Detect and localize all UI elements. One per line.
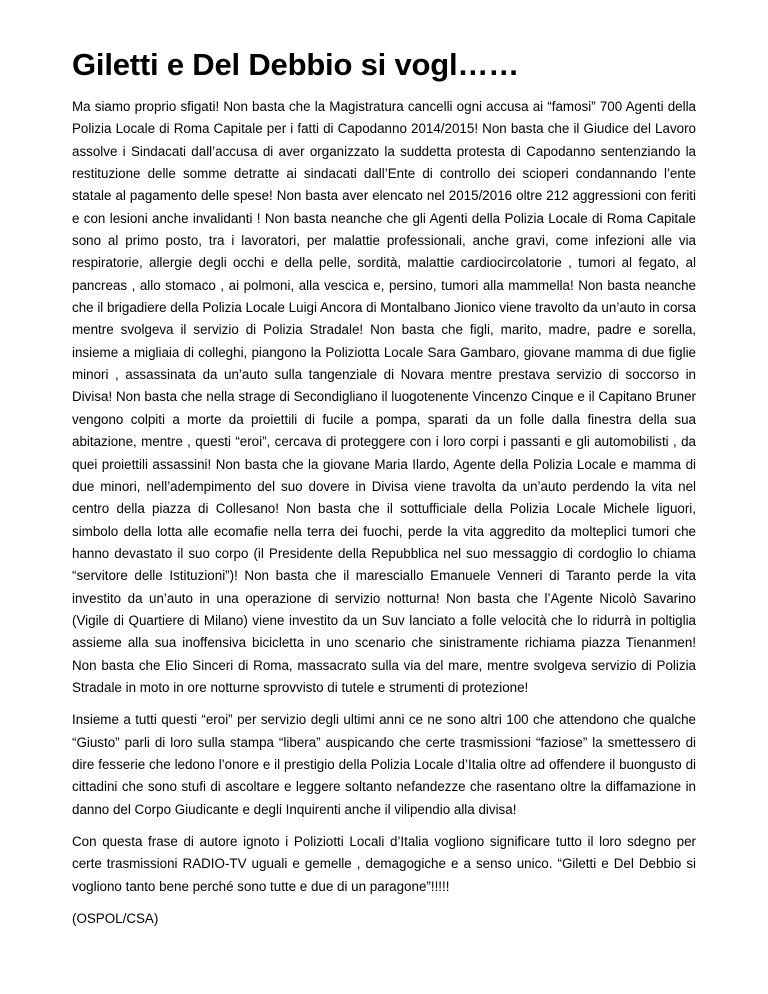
paragraph-2: Insieme a tutti questi “eroi” per servizio degli ultimi anni ce ne sono altri 100 che attendono che qualche “Giusto” parli di loro sulla stampa “libera” auspicando che certe trasmissioni “faziose” la smettessero di dire fesserie che ledono l’onore e il prestigio della Polizia Locale d’Italia oltre ad offendere il buongusto di cittadini che sono stufi di ascoltare e leggere soltanto nefandezze che rasentano oltre la diffamazione in danno del Corpo Giudicante e degli Inquirenti anche il vilipendio alla divisa! [72,712,696,817]
signature: (OSPOL/CSA) [72,911,159,927]
paragraph-3: Con questa frase di autore ignoto i Poliziotti Locali d’Italia vogliono significare tutto il loro sdegno per certe trasmissioni RADIO-TV uguali e gemelle , demagogiche e a senso unico. “Giletti e Del Debbio si vogliono tanto bene perché sono tutte e due di un paragone”!!!!! [72,834,696,894]
document-page [72,46,696,930]
document-title: Giletti e Del Debbio si vogl…… [72,47,520,82]
paragraph-1: Ma siamo proprio sfigati! Non basta che la Magistratura cancelli ogni accusa ai “famosi” 700 Agenti della Polizia Locale di Roma Capitale per i fatti di Capodanno 2014/2015! Non basta che il Giudice del Lavoro assolve i Sindacati dall’accusa di aver organizzato la suddetta protesta di Capodanno sentenziando la restituzione delle somme detratte ai sindacati dall’Ente di controllo dei scioperi condannando l’ente statale al pagamento delle spese! Non basta aver elencato nel 2015/2016 oltre 212 aggressioni con feriti e con lesioni anche invalidanti ! Non basta neanche che gli Agenti della Polizia Locale di Roma Capitale sono al primo posto, tra i lavoratori, per malattie professionali, anche gravi, come infezioni alle via respiratorie, allergie degli occhi e della pelle, sordità, malattie cardiocircolatorie , tumori al fegato, al pancreas , allo stomaco , ai polmoni, alla vescica e, persino, tumori alla mammella! Non basta neanche che il brigadiere della Polizia Locale Luigi Ancora di Montalbano Jionico viene travolto da un’auto in corsa mentre svolgeva il servizio di Polizia Stradale! Non basta che figli, marito, madre, padre e sorella, insieme a migliaia di colleghi, piangono la Poliziotta Locale Sara Gambaro, giovane mamma di due figlie minori , assassinata da un’auto sulla tangenziale di Novara mentre prestava servizio di soccorso in Divisa! Non basta che nella strage di Secondigliano il luogotenente Vincenzo Cinque e il Capitano Bruner vengono colpiti a morte da proiettili di fucile a pompa, sparati da un folle dalla finestra della sua abitazione, mentre , questi “eroi”, cercava di proteggere con i loro corpi i passanti e gli automobilisti , da quei proiettili assassini! Non basta che la giovane Maria Ilardo, Agente della Polizia Locale e mamma di due minori, nell’adempimento del suo dovere in Divisa viene travolta da un’auto perdendo la vita nel centro della piazza di Collesano! Non basta che il sottufficiale della Polizia Locale Michele liguori, simbolo della lotta alle ecomafie nella terra dei fuochi, perde la vita aggredito da molteplici tumori che hanno devastato il suo corpo (il Presidente della Repubblica nel suo messaggio di cordoglio lo chiama “servitore delle Istituzioni”)! Non basta che il maresciallo Emanuele Venneri di Taranto perde la vita investito da un’auto in una operazione di servizio notturna! Non basta che l’Agente Nicolò Savarino (Vigile di Quartiere di Milano) viene investito da un Suv lanciato a folle velocità che lo ridurrà in poltiglia assieme alla sua inoffensiva bicicletta in uno scenario che sinistramente richiama piazza Tienanmen! Non basta che Elio Sinceri di Roma, massacrato sulla via del mare, mentre svolgeva servizio di Polizia Stradale in moto in ore notturne sprovvisto di tutele e strumenti di protezione! [72,99,696,695]
